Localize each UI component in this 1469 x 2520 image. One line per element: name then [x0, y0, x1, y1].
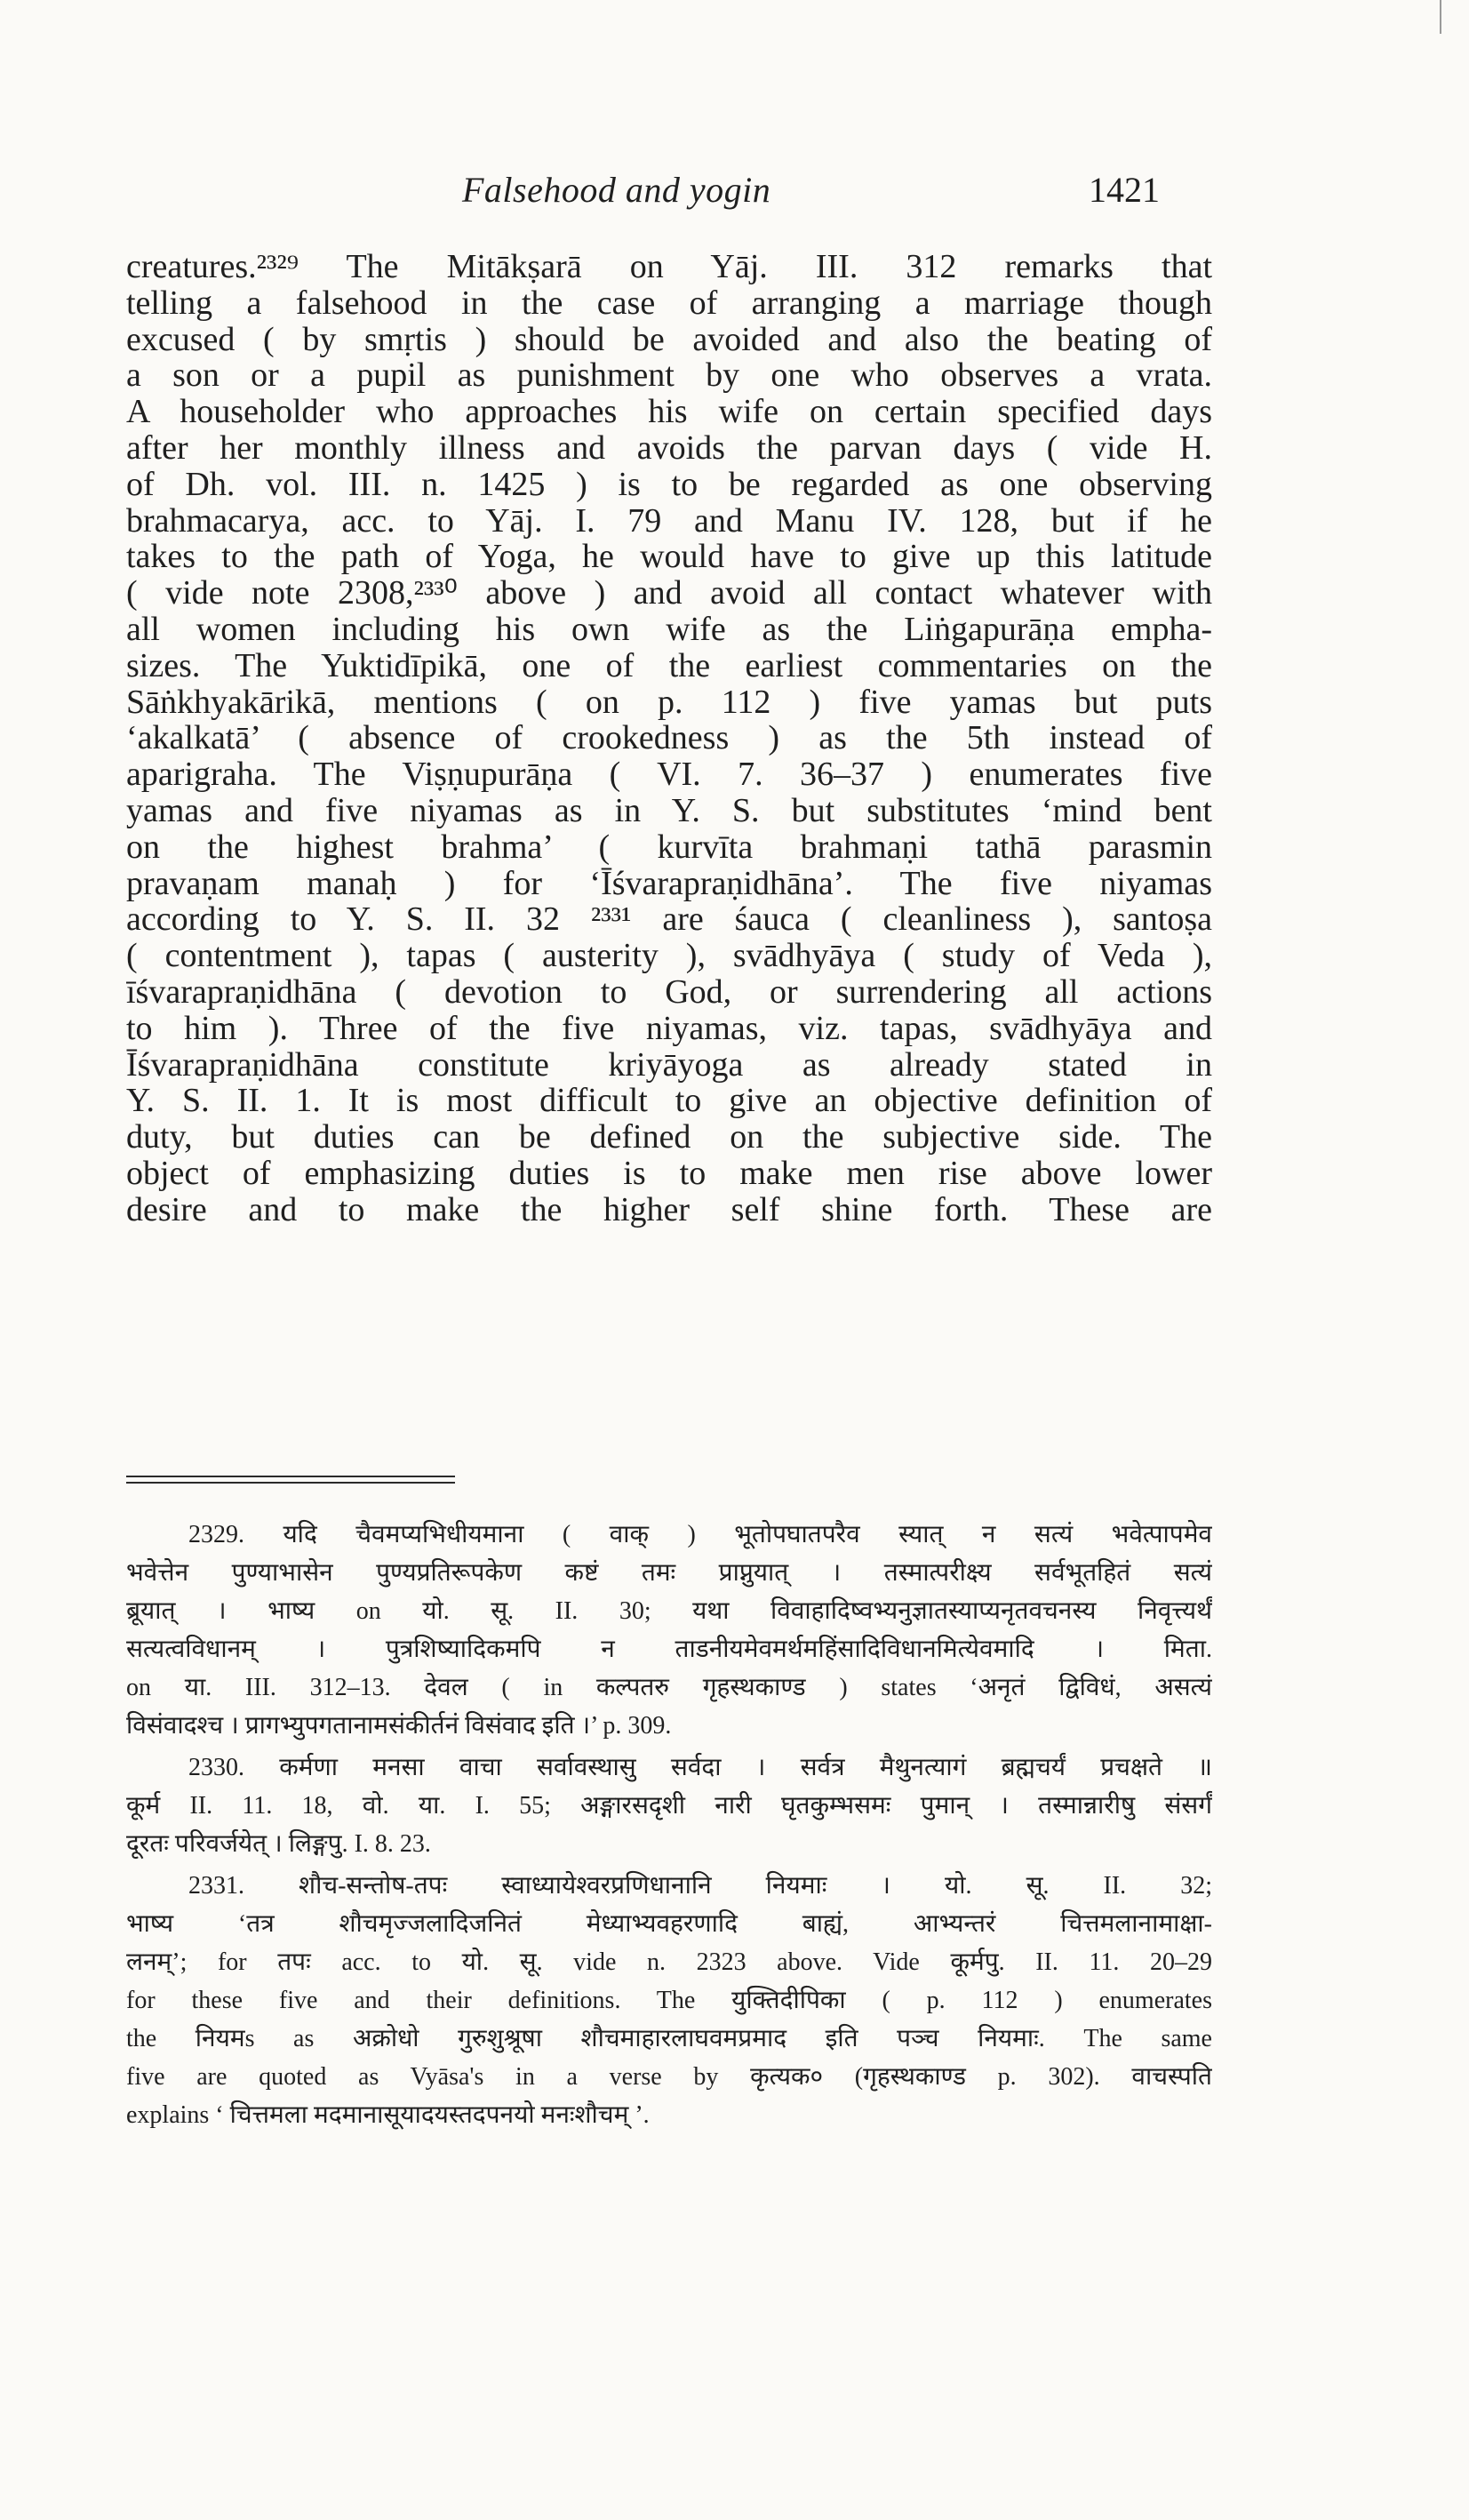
body-line: Īśvarapraṇidhāna constitute kriyāyoga as already stated in: [126, 1046, 1212, 1084]
body-line: ( vide note 2308,²³³⁰ above ) and avoid all contact whatever with: [126, 575, 1212, 612]
body-line: of Dh. vol. III. n. 1425 ) is to be regarded as one observing: [126, 466, 1212, 503]
footnote-line: five are quoted as Vyāsa's in a verse by कृत्यक० (गृहस्थकाण्ड p. 302). वाचस्पति: [126, 2063, 1212, 2091]
footnote-line: लनम्’; for तपः acc. to यो. सू. vide n. 2323 above. Vide कूर्मपु. II. 11. 20–29: [126, 1948, 1212, 1976]
footnote-2330: [126, 1748, 1212, 1863]
body-line: Sāṅkhyakārikā, mentions ( on p. 112 ) five yamas but puts: [126, 684, 1212, 721]
body-line: telling a falsehood in the case of arranging a marriage though: [126, 284, 1212, 322]
footnote-2331: [126, 1867, 1212, 2134]
body-line: creatures.²³²⁹ The Mitākṣarā on Yāj. III. 312 remarks that: [126, 249, 1212, 285]
page-number: 1421: [1089, 170, 1160, 210]
running-head: Falsehood and yogin: [462, 170, 771, 210]
body-line: a son or a pupil as punishment by one who observes a vrata.: [126, 357, 1212, 395]
body-line: after her monthly illness and avoids the parvan days ( vide H.: [126, 429, 1212, 467]
body-line: sizes. The Yuktidīpikā, one of the earliest commentaries on the: [126, 647, 1212, 684]
body-line: duty, but duties can be defined on the subjective side. The: [126, 1119, 1212, 1156]
body-line: to him ). Three of the five niyamas, viz. tapas, svādhyāya and: [126, 1010, 1212, 1047]
footnote-line: the नियमs as अक्रोधो गुरुशुश्रूषा शौचमाहारलाघवमप्रमाद इति पञ्च नियमाः. The same: [126, 2025, 1212, 2052]
body-line: ( contentment ), tapas ( austerity ), svādhyāya ( study of Veda ),: [126, 938, 1212, 974]
scan-edge-mark: [1440, 0, 1441, 34]
footnote-line: सत्यत्वविधानम् । पुत्रशिष्यादिकमपि न ताडनीयमेवमर्थमहिंसादिविधानमित्येवमादि । मिता.: [126, 1636, 1212, 1663]
footnote-rule: [126, 1476, 455, 1477]
body-line: excused ( by smṛtis ) should be avoided and also the beating of: [126, 321, 1212, 358]
footnote-line: 2329. यदि चैवमप्यभिधीयमाना ( वाक् ) भूतोपघातपरैव स्यात् न सत्यं भवेत्पापमेव: [188, 1521, 1212, 1548]
body-line: on the highest brahma’ ( kurvīta brahmaṇi tathā parasmin: [126, 828, 1212, 866]
footnote-line: विसंवादश्च । प्रागभ्युपगतानामसंकीर्तनं विसंवाद इति ।’ p. 309.: [126, 1712, 672, 1740]
footnote-2329: [126, 1516, 1212, 1745]
footnote-line: on या. III. 312–13. देवल ( in कल्पतरु गृहस्थकाण्ड ) states ‘अनृतं द्विविधं, असत्यं: [126, 1674, 1212, 1701]
footnote-line: explains ‘ चित्तमला मदमानासूयादयस्तदपनयो मनःशौचम् ’.: [126, 2101, 650, 2129]
body-line: brahmacarya, acc. to Yāj. I. 79 and Manu IV. 128, but if he: [126, 502, 1212, 540]
body-line: pravaṇam manaḥ ) for ‘Īśvarapraṇidhāna’. The five niyamas: [126, 865, 1212, 902]
body-line: all women including his own wife as the Liṅgapurāṇa empha-: [126, 611, 1212, 648]
footnote-line: दूरतः परिवर्जयेत् । लिङ्गपु. I. 8. 23.: [126, 1830, 431, 1858]
body-line: desire and to make the higher self shine forth. These are: [126, 1191, 1212, 1228]
footnote-line: 2330. कर्मणा मनसा वाचा सर्वावस्थासु सर्वदा । सर्वत्र मैथुनत्यागं ब्रह्मचर्यं प्रचक्षते ॥: [188, 1754, 1212, 1781]
body-line: yamas and five niyamas as in Y. S. but substitutes ‘mind bent: [126, 792, 1212, 829]
body-line: īśvarapraṇidhāna ( devotion to God, or surrendering all actions: [126, 973, 1212, 1011]
body-line: takes to the path of Yoga, he would have to give up this latitude: [126, 539, 1212, 576]
footnote-line: 2331. शौच-सन्तोष-तपः स्वाध्यायेश्वरप्रणिधानानि नियमाः । यो. सू. II. 32;: [188, 1872, 1212, 1900]
footnote-rule: [126, 1482, 455, 1484]
body-line: ‘akalkatā’ ( absence of crookedness ) as the 5th instead of: [126, 720, 1212, 757]
body-line: Y. S. II. 1. It is most difficult to give an objective definition of: [126, 1083, 1212, 1120]
body-line: according to Y. S. II. 32 ²³³¹ are śauca ( cleanliness ), santoṣa: [126, 901, 1212, 939]
footnote-line: भाष्य ‘तत्र शौचमृज्जलादिजनितं मेध्याभ्यवहरणादि बाह्यं, आभ्यन्तरं चित्तमलानामाक्षा-: [126, 1910, 1212, 1938]
page-header: [0, 169, 1469, 222]
footnote-line: कूर्म II. 11. 18, वो. या. I. 55; अङ्गारसदृशी नारी घृतकुम्भसमः पुमान् । तस्मान्नारीषु संसर्गं: [126, 1792, 1212, 1820]
body-line: A householder who approaches his wife on certain specified days: [126, 394, 1212, 430]
body-line: aparigraha. The Viṣṇupurāṇa ( VI. 7. 36–37 ) enumerates five: [126, 756, 1212, 793]
footnotes: [126, 1516, 1212, 2138]
body-text: [126, 249, 1212, 1228]
footnote-line: भवेत्तेन पुण्याभासेन पुण्यप्रतिरूपकेण कष्टं तमः प्राप्नुयात् । तस्मात्परीक्ष्य सर्वभूतहितं सत्यं: [126, 1559, 1212, 1587]
footnote-line: for these five and their definitions. The युक्तिदीपिका ( p. 112 ) enumerates: [126, 1987, 1212, 2014]
footnote-line: ब्रूयात् । भाष्य on यो. सू. II. 30; यथा विवाहादिष्वभ्यनुज्ञातस्याप्यनृतवचनस्य निवृत्त्यर्थं: [126, 1597, 1212, 1625]
body-line: object of emphasizing duties is to make men rise above lower: [126, 1155, 1212, 1192]
